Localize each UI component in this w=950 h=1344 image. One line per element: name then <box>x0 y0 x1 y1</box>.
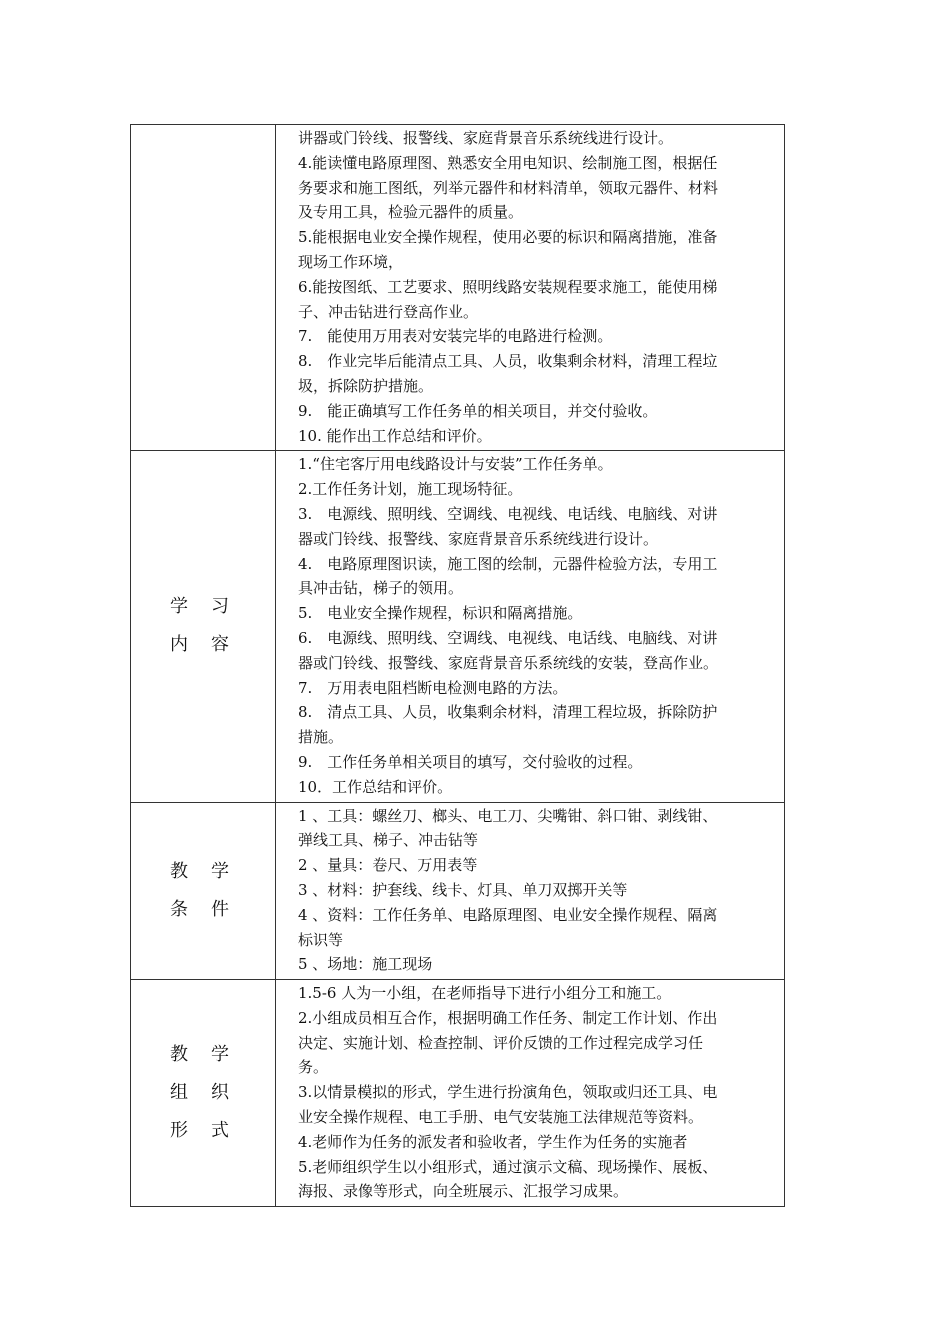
content-line: 4. 电路原理图识读，施工图的绘制，元器件检验方法，专用工 <box>298 554 718 573</box>
content-line: 具冲击钻，梯子的领用。 <box>298 579 464 598</box>
row-content <box>276 803 784 980</box>
content-line: 决定、实施计划、检查控制、评价反馈的工作过程完成学习任 <box>298 1033 704 1052</box>
content-line: 海报、录像等形式，向全班展示、汇报学习成果。 <box>298 1182 629 1201</box>
content-line: 5.能根据电业安全操作规程，使用必要的标识和隔离措施，准备 <box>298 228 718 247</box>
content-line: 3 、材料：护套线、线卡、灯具、单刀双掷开关等 <box>298 880 628 899</box>
content-line: 10. 能作出工作总结和评价。 <box>298 426 492 445</box>
content-line: 10．工作总结和评价。 <box>298 777 453 796</box>
content-line: 4.能读懂电路原理图、熟悉安全用电知识、绘制施工图，根据任 <box>298 153 718 172</box>
content-line: 现场工作环境， <box>298 252 404 271</box>
content-line: 务。 <box>298 1058 329 1077</box>
table-row <box>131 980 785 1207</box>
row-content <box>276 125 784 450</box>
content-line: 5 、场地：施工现场 <box>298 955 433 974</box>
content-line: 7. 能使用万用表对安装完毕的电路进行检测。 <box>298 327 613 346</box>
content-line: 2.小组成员相互合作，根据明确工作任务、制定工作计划、作出 <box>298 1008 718 1027</box>
row-content <box>276 451 784 801</box>
content-line: 7. 万用表电阻档断电检测电路的方法。 <box>298 678 568 697</box>
content-line: 及专用工具，检验元器件的质量。 <box>298 203 524 222</box>
content-line: 业安全操作规程、电工手册、电气安装施工法律规范等资料。 <box>298 1108 704 1127</box>
content-line: 务要求和施工图纸，列举元器件和材料清单，领取元器件、材料 <box>298 178 719 197</box>
row-label-cell <box>131 802 276 980</box>
content-line: 6.能按图纸、工艺要求、照明线路安装规程要求施工，能使用梯 <box>298 277 718 296</box>
content-line: 9. 能正确填写工作任务单的相关项目，并交付验收。 <box>298 401 658 420</box>
content-line: 8. 清点工具、人员，收集剩余材料，清理工程垃圾，拆除防护 <box>298 703 718 722</box>
course-table <box>130 124 785 1207</box>
content-line: 8. 作业完毕后能清点工具、人员，收集剩余材料，清理工程垃 <box>298 352 718 371</box>
content-line: 1.“住宅客厅用电线路设计与安装”工作任务单。 <box>298 455 613 474</box>
content-line: 3. 电源线、照明线、空调线、电视线、电话线、电脑线、对讲 <box>298 504 718 523</box>
content-line: 器或门铃线、报警线、家庭背景音乐系统线的安装，登高作业。 <box>298 653 719 672</box>
content-line: 1 、工具：螺丝刀、榔头、电工刀、尖嘴钳、斜口钳、剥线钳、 <box>298 806 718 825</box>
table-row <box>131 125 785 451</box>
content-line: 圾，拆除防护措施。 <box>298 376 434 395</box>
content-line: 子、冲击钻进行登高作业。 <box>298 302 479 321</box>
content-line: 弹线工具、梯子、冲击钻等 <box>298 831 479 850</box>
content-line: 6. 电源线、照明线、空调线、电视线、电话线、电脑线、对讲 <box>298 628 718 647</box>
row-content-cell <box>276 125 785 451</box>
table-row <box>131 451 785 802</box>
content-line: 9. 工作任务单相关项目的填写，交付验收的过程。 <box>298 752 643 771</box>
row-label-cell <box>131 451 276 802</box>
content-line: 4 、资料：工作任务单、电路原理图、电业安全操作规程、隔离 <box>298 905 718 924</box>
content-line: 器或门铃线、报警线、家庭背景音乐系统线进行设计。 <box>298 529 659 548</box>
row-label: 教学条件 <box>170 860 252 920</box>
table-row <box>131 802 785 980</box>
content-line: 5.老师组织学生以小组形式，通过演示文稿、现场操作、展板、 <box>298 1157 718 1176</box>
row-content <box>276 980 784 1206</box>
row-label: 教学组织形式 <box>170 1044 252 1142</box>
row-content-cell <box>276 980 785 1207</box>
content-line: 措施。 <box>298 728 344 747</box>
row-label: 学习内容 <box>170 596 252 656</box>
row-content-cell <box>276 802 785 980</box>
content-line: 1.5-6 人为一小组，在老师指导下进行小组分工和施工。 <box>298 984 672 1003</box>
content-line: 2 、量具：卷尺、万用表等 <box>298 856 478 875</box>
row-label-cell <box>131 980 276 1207</box>
content-line: 2.工作任务计划，施工现场特征。 <box>298 480 523 499</box>
content-line: 标识等 <box>298 930 344 949</box>
content-line: 3.以情景模拟的形式，学生进行扮演角色，领取或归还工具、电 <box>298 1083 718 1102</box>
row-content-cell <box>276 451 785 802</box>
content-line: 5. 电业安全操作规程，标识和隔离措施。 <box>298 604 583 623</box>
content-line: 讲器或门铃线、报警线、家庭背景音乐系统线进行设计。 <box>298 129 674 147</box>
row-label-cell <box>131 125 276 451</box>
content-line: 4.老师作为任务的派发者和验收者，学生作为任务的实施者 <box>298 1132 688 1151</box>
